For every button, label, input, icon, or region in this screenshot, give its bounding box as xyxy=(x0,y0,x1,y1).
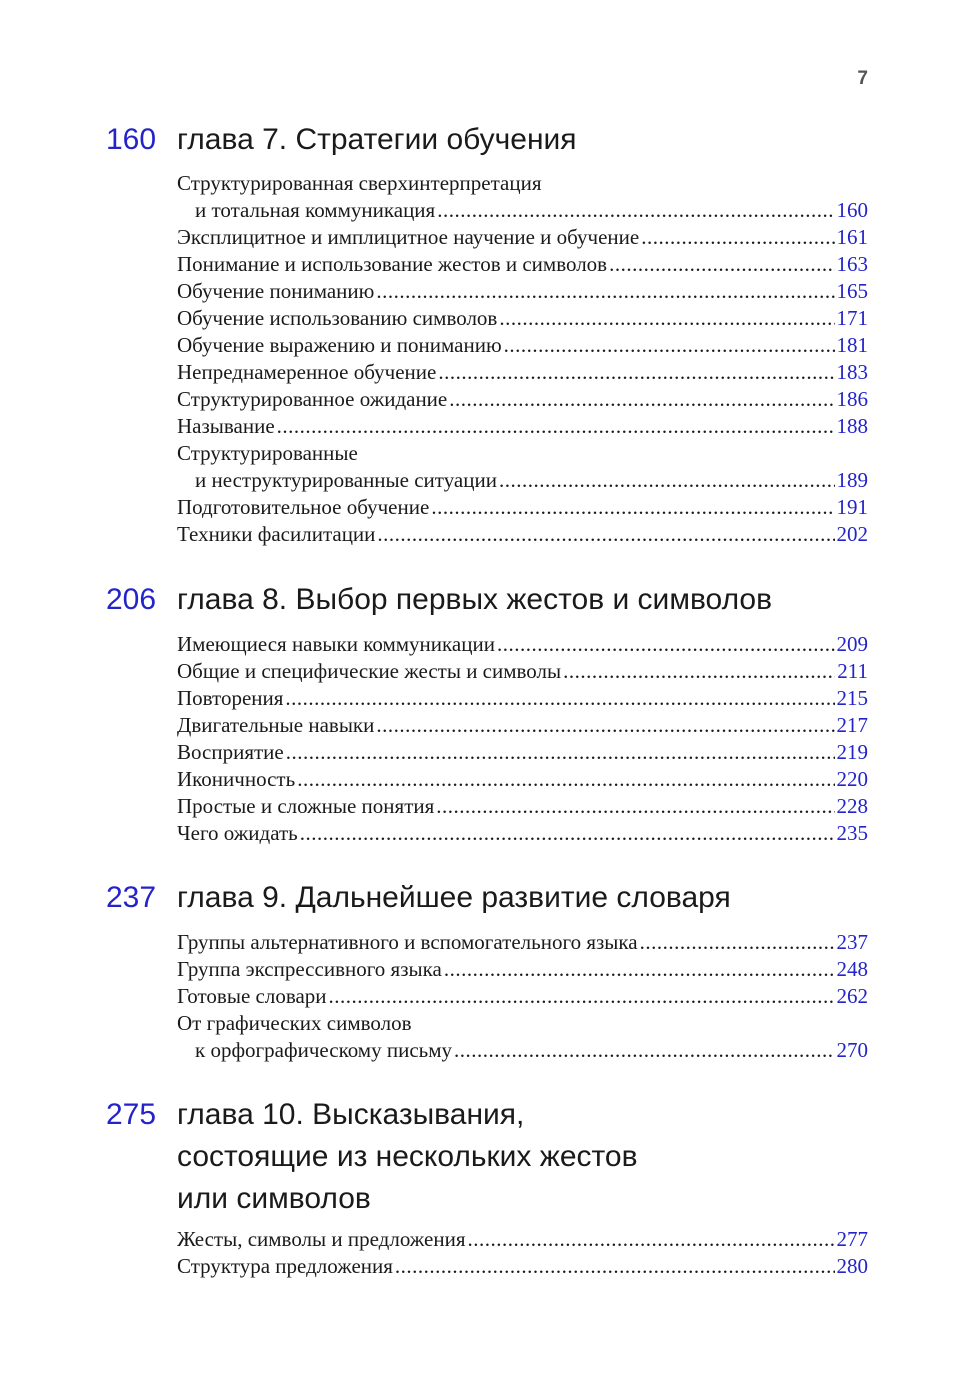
toc-entry[interactable] xyxy=(177,440,868,494)
dot-leader xyxy=(377,521,834,548)
toc-entry[interactable] xyxy=(177,739,868,766)
toc-entry-page[interactable]: 160 xyxy=(836,198,868,222)
dot-leader xyxy=(285,685,834,712)
dot-leader xyxy=(640,929,835,956)
dot-leader xyxy=(436,793,834,820)
toc-entry-title: и тотальная коммуникация xyxy=(195,198,436,222)
toc-entry[interactable] xyxy=(177,251,868,278)
dot-leader xyxy=(499,467,835,494)
toc-entry-title: Общие и специфические жесты и символы xyxy=(177,659,562,683)
chapter-page-number[interactable]: 237 xyxy=(106,881,157,914)
toc-entry-title: Структурированная сверхинтерпретация xyxy=(177,171,542,195)
toc-entry[interactable] xyxy=(177,766,868,793)
dot-leader xyxy=(431,494,834,521)
toc-entry[interactable] xyxy=(177,793,868,820)
toc-entry-title: Двигательные навыки xyxy=(177,713,375,737)
toc-entry-page[interactable]: 163 xyxy=(836,252,868,276)
toc-entry-title: Непреднамеренное обучение xyxy=(177,360,437,384)
dot-leader xyxy=(277,413,835,440)
toc-entry-page[interactable]: 219 xyxy=(836,740,868,764)
toc-entry-page[interactable]: 217 xyxy=(836,713,868,737)
toc-entry-title: Жесты, символы и предложения xyxy=(177,1227,466,1251)
dot-leader xyxy=(437,197,834,224)
toc-entry-page[interactable]: 183 xyxy=(836,360,868,384)
toc-entry-page[interactable]: 211 xyxy=(837,659,868,683)
dot-leader xyxy=(563,658,835,685)
toc-entries xyxy=(177,170,868,548)
dot-leader xyxy=(444,956,835,983)
toc-entry-title: От графических символов xyxy=(177,1011,412,1035)
toc-entry[interactable] xyxy=(177,1253,868,1280)
toc-entry[interactable] xyxy=(177,224,868,251)
dot-leader xyxy=(297,766,834,793)
page-number: 7 xyxy=(857,68,868,89)
toc-entry[interactable] xyxy=(177,521,868,548)
toc-entry[interactable] xyxy=(177,1226,868,1253)
toc-entry-title: Структурированное ожидание xyxy=(177,387,448,411)
toc-entry-title: Группа экспрессивного языка xyxy=(177,957,442,981)
chapter-page-number[interactable]: 160 xyxy=(106,123,157,156)
toc-entry-page[interactable]: 209 xyxy=(836,632,868,656)
toc-entry-page[interactable]: 202 xyxy=(836,522,868,546)
toc-entry[interactable] xyxy=(177,685,868,712)
toc-entry-page[interactable]: 181 xyxy=(836,333,868,357)
toc-entry-page[interactable]: 186 xyxy=(836,387,868,411)
toc-entry-title: и неструктурированные ситуации xyxy=(195,468,497,492)
toc-entry-page[interactable]: 280 xyxy=(836,1254,868,1278)
toc-entry[interactable] xyxy=(177,305,868,332)
toc-entry-title: Называние xyxy=(177,414,275,438)
toc-entry[interactable] xyxy=(177,658,868,685)
toc-entry-title: Обучение выражению и пониманию xyxy=(177,333,502,357)
toc-entry[interactable] xyxy=(177,983,868,1010)
toc-entry[interactable] xyxy=(177,332,868,359)
toc-entries xyxy=(177,631,868,847)
toc-entry-page[interactable]: 189 xyxy=(836,468,868,492)
toc-entry-page[interactable]: 228 xyxy=(836,794,868,818)
toc-entry-page[interactable]: 165 xyxy=(836,279,868,303)
toc-entry-page[interactable]: 188 xyxy=(836,414,868,438)
toc-entry[interactable] xyxy=(177,386,868,413)
dot-leader xyxy=(499,305,834,332)
toc-entry[interactable] xyxy=(177,956,868,983)
toc-entry-title: Группы альтернативного и вспомогательного языка xyxy=(177,930,638,954)
toc-entry-page[interactable]: 262 xyxy=(836,984,868,1008)
dot-leader xyxy=(449,386,834,413)
dot-leader xyxy=(454,1037,834,1064)
toc-entry-title: Структурированные xyxy=(177,441,358,465)
dot-leader xyxy=(609,251,834,278)
toc-entry-page[interactable]: 248 xyxy=(836,957,868,981)
toc-entry-title: Чего ожидать xyxy=(177,821,298,845)
toc-entry-page[interactable]: 191 xyxy=(836,495,868,519)
dot-leader xyxy=(376,712,834,739)
toc-entry-title: Готовые словари xyxy=(177,984,327,1008)
toc-entry-page[interactable]: 171 xyxy=(836,306,868,330)
toc-entry-title: Имеющиеся навыки коммуникации xyxy=(177,632,495,656)
toc-entries xyxy=(177,929,868,1064)
toc-entry-page[interactable]: 220 xyxy=(836,767,868,791)
toc-entry-title: Восприятие xyxy=(177,740,284,764)
toc-entry-title: Эксплицитное и имплицитное научение и обучение xyxy=(177,225,640,249)
dot-leader xyxy=(497,631,835,658)
toc-entry-page[interactable]: 235 xyxy=(836,821,868,845)
dot-leader xyxy=(376,278,834,305)
chapter-page-number[interactable]: 275 xyxy=(106,1098,157,1131)
toc-entry[interactable] xyxy=(177,494,868,521)
toc-entry-title: к орфографическому письму xyxy=(195,1038,453,1062)
toc-entry[interactable] xyxy=(177,1010,868,1064)
toc-entry-title: Структура предложения xyxy=(177,1254,393,1278)
chapter-title: глава 10. Высказывания, состоящие из нескольких жестов или символов xyxy=(177,1098,638,1215)
toc-entry[interactable] xyxy=(177,712,868,739)
toc-entry-page[interactable]: 215 xyxy=(836,686,868,710)
toc-entry[interactable] xyxy=(177,278,868,305)
chapter-title: глава 9. Дальнейшее развитие словаря xyxy=(177,881,731,914)
toc-entry-page[interactable]: 277 xyxy=(836,1227,868,1251)
toc-entry[interactable] xyxy=(177,631,868,658)
toc-entry-title: Иконичность xyxy=(177,767,296,791)
dot-leader xyxy=(504,332,835,359)
dot-leader xyxy=(395,1253,835,1280)
dot-leader xyxy=(641,224,834,251)
chapter-page-number[interactable]: 206 xyxy=(106,583,157,616)
toc-entry[interactable] xyxy=(177,170,868,224)
toc-entry-page[interactable]: 270 xyxy=(836,1038,868,1062)
chapter-title: глава 7. Стратегии обучения xyxy=(177,123,577,156)
toc-entry-title: Техники фасилитации xyxy=(177,522,376,546)
toc-entry-title: Подготовительное обучение xyxy=(177,495,430,519)
toc-entry[interactable] xyxy=(177,929,868,956)
toc-entry-title: Повторения xyxy=(177,686,284,710)
toc-entry-title: Обучение использованию символов xyxy=(177,306,498,330)
dot-leader xyxy=(438,359,834,386)
toc-entry-title: Понимание и использование жестов и символов xyxy=(177,252,608,276)
toc-entry[interactable] xyxy=(177,413,868,440)
dot-leader xyxy=(467,1226,834,1253)
toc-entries xyxy=(177,1226,868,1280)
toc-entry-title: Обучение пониманию xyxy=(177,279,375,303)
dot-leader xyxy=(300,820,835,847)
toc-entry-page[interactable]: 161 xyxy=(836,225,868,249)
dot-leader xyxy=(286,739,835,766)
toc-entry[interactable] xyxy=(177,820,868,847)
toc-entry[interactable] xyxy=(177,359,868,386)
toc-entry-page[interactable]: 237 xyxy=(836,930,868,954)
chapter-title: глава 8. Выбор первых жестов и символов xyxy=(177,583,773,616)
dot-leader xyxy=(329,983,835,1010)
toc-entry-title: Простые и сложные понятия xyxy=(177,794,435,818)
